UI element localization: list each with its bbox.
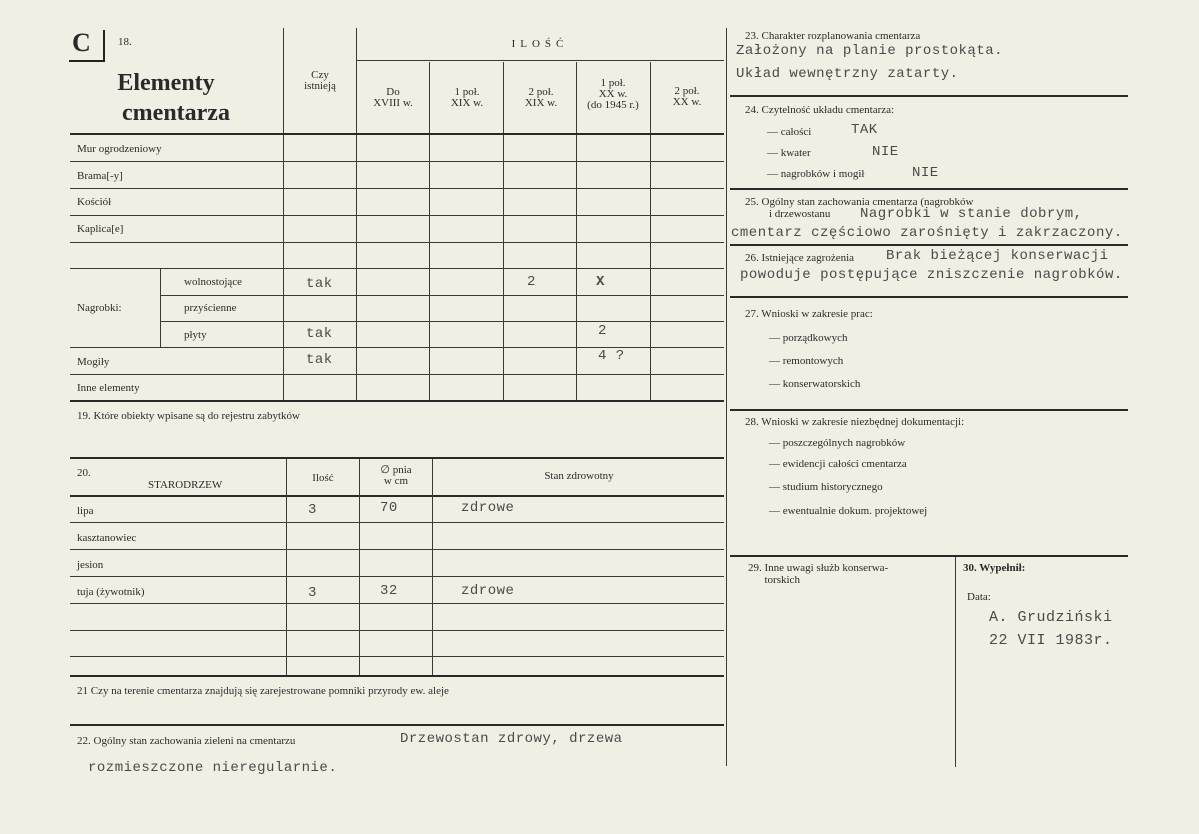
q30-date: 22 VII 1983r.	[989, 632, 1113, 649]
q26-answer-line1: Brak bieżącej konserwacji	[886, 248, 1109, 264]
col-header-quantity: ILOŚĆ	[511, 38, 569, 50]
q30-name: A. Grudziński	[989, 609, 1113, 626]
q20-col-diam: ∅ pnia w cm	[380, 464, 412, 487]
q28-item-1: — poszczególnych nagrobków	[769, 437, 906, 449]
period-col-3: 2 poł. XIX w.	[524, 86, 558, 109]
row-tombstones-slabs: płyty	[184, 329, 207, 341]
row-other: Inne elementy	[77, 382, 140, 394]
period-col-2: 1 poł. XIX w.	[450, 86, 484, 109]
q26-label: 26. Istniejące zagrożenia	[745, 252, 855, 264]
entry-freestanding-2pol-xix: 2	[527, 274, 536, 290]
tree-row-1-qty: 3	[308, 502, 317, 518]
q21-label: 21 Czy na terenie cmentarza znajdują się zarejestrowane pomniki przyrody ew. aleje	[77, 685, 449, 697]
q27-item-2: — remontowych	[769, 355, 844, 367]
row-tombstones-wall: przyścienne	[184, 302, 237, 314]
tree-row-2-name: kasztanowiec	[77, 532, 137, 544]
q29-label: 29. Inne uwagi służb konserwa- torskich	[748, 562, 889, 586]
q24-item-2-answer: NIE	[872, 144, 899, 160]
q20-col-health: Stan zdrowotny	[544, 470, 614, 482]
q27-label: 27. Wnioski w zakresie prac:	[745, 308, 873, 320]
entry-freestanding-exists: tak	[306, 276, 333, 292]
row-tombstones-freestanding: wolnostojące	[184, 276, 243, 288]
tree-row-4-diam: 32	[380, 583, 398, 599]
q24-item-3-label: — nagrobków i mogił	[767, 168, 865, 180]
q24-item-1-answer: TAK	[851, 122, 878, 138]
q23-answer-line2: Układ wewnętrzny zatarty.	[736, 66, 959, 82]
entry-slabs-exists: tak	[306, 326, 333, 342]
section-number: 18.	[118, 36, 132, 48]
row-wall: Mur ogrodzeniowy	[77, 143, 162, 155]
entry-graves-exists: tak	[306, 352, 333, 368]
q27-item-1: — porządkowych	[769, 332, 848, 344]
section-letter: C	[72, 28, 91, 57]
q25-answer-line2: cmentarz częściowo zarośnięty i zakrzaczony.	[731, 225, 1123, 241]
q26-answer-line2: powoduje postępujące zniszczenie nagrobków.	[740, 267, 1123, 283]
q23-label: 23. Charakter rozplanowania cmentarza	[745, 30, 921, 42]
q20-col-qty: Ilość	[312, 472, 334, 484]
row-graves: Mogiły	[77, 356, 110, 368]
row-gate: Brama[-y]	[77, 170, 123, 182]
q28-item-4: — ewentualnie dokum. projektowej	[769, 505, 928, 517]
tree-row-4-health: zdrowe	[461, 583, 515, 599]
q20-number: 20.	[77, 467, 91, 479]
period-col-4: 1 poł. XX w. (do 1945 r.)	[587, 77, 639, 111]
q19-label: 19. Które obiekty wpisane są do rejestru zabytków	[77, 410, 300, 422]
q23-answer-line1: Założony na planie prostokąta.	[736, 43, 1004, 59]
q22-answer-line1: Drzewostan zdrowy, drzewa	[400, 731, 623, 747]
entry-slabs-1pol-xx: 2	[598, 323, 607, 339]
title-line2: cmentarza	[122, 100, 230, 126]
q20-title: STARODRZEW	[148, 479, 223, 491]
tree-row-4-name: tuja (żywotnik)	[77, 586, 145, 598]
q25-label-line2: i drzewostanu	[769, 208, 831, 220]
q24-item-2-label: — kwater	[767, 147, 811, 159]
q22-answer-line2: rozmieszczone nieregularnie.	[88, 760, 338, 776]
entry-freestanding-1pol-xx: X	[596, 274, 605, 290]
row-church: Kościół	[77, 196, 112, 208]
row-chapel: Kaplica[e]	[77, 223, 124, 235]
q25-answer-line1: Nagrobki w stanie dobrym,	[860, 206, 1083, 222]
tree-row-1-health: zdrowe	[461, 500, 515, 516]
entry-graves-1pol-xx: 4 ?	[598, 348, 625, 364]
tree-row-1-name: lipa	[77, 505, 94, 517]
tree-row-1-diam: 70	[380, 500, 398, 516]
tree-row-3-name: jesion	[77, 559, 104, 571]
period-col-5: 2 poł. XX w.	[672, 85, 702, 108]
row-tombstones: Nagrobki:	[77, 302, 122, 314]
q28-item-2: — ewidencji całości cmentarza	[769, 458, 907, 470]
title-line1: Elementy	[117, 70, 215, 96]
q24-label: 24. Czytelność układu cmentarza:	[745, 104, 895, 116]
q24-item-1-label: — całości	[767, 126, 812, 138]
q30-date-label: Data:	[967, 591, 991, 603]
q27-item-3: — konserwatorskich	[769, 378, 861, 390]
q22-label: 22. Ogólny stan zachowania zieleni na cmentarzu	[77, 735, 296, 747]
q24-item-3-answer: NIE	[912, 165, 939, 181]
tree-row-4-qty: 3	[308, 585, 317, 601]
period-col-1: Do XVIII w.	[373, 86, 413, 109]
q28-label: 28. Wnioski w zakresie niezbędnej dokumentacji:	[745, 416, 965, 428]
q30-label: 30. Wypełnił:	[963, 562, 1026, 574]
q25-label-line1: 25. Ogólny stan zachowania cmentarza (nagrobków	[745, 196, 974, 208]
q28-item-3: — studium historycznego	[769, 481, 883, 493]
col-header-exists: Czy istnieją	[304, 69, 336, 92]
